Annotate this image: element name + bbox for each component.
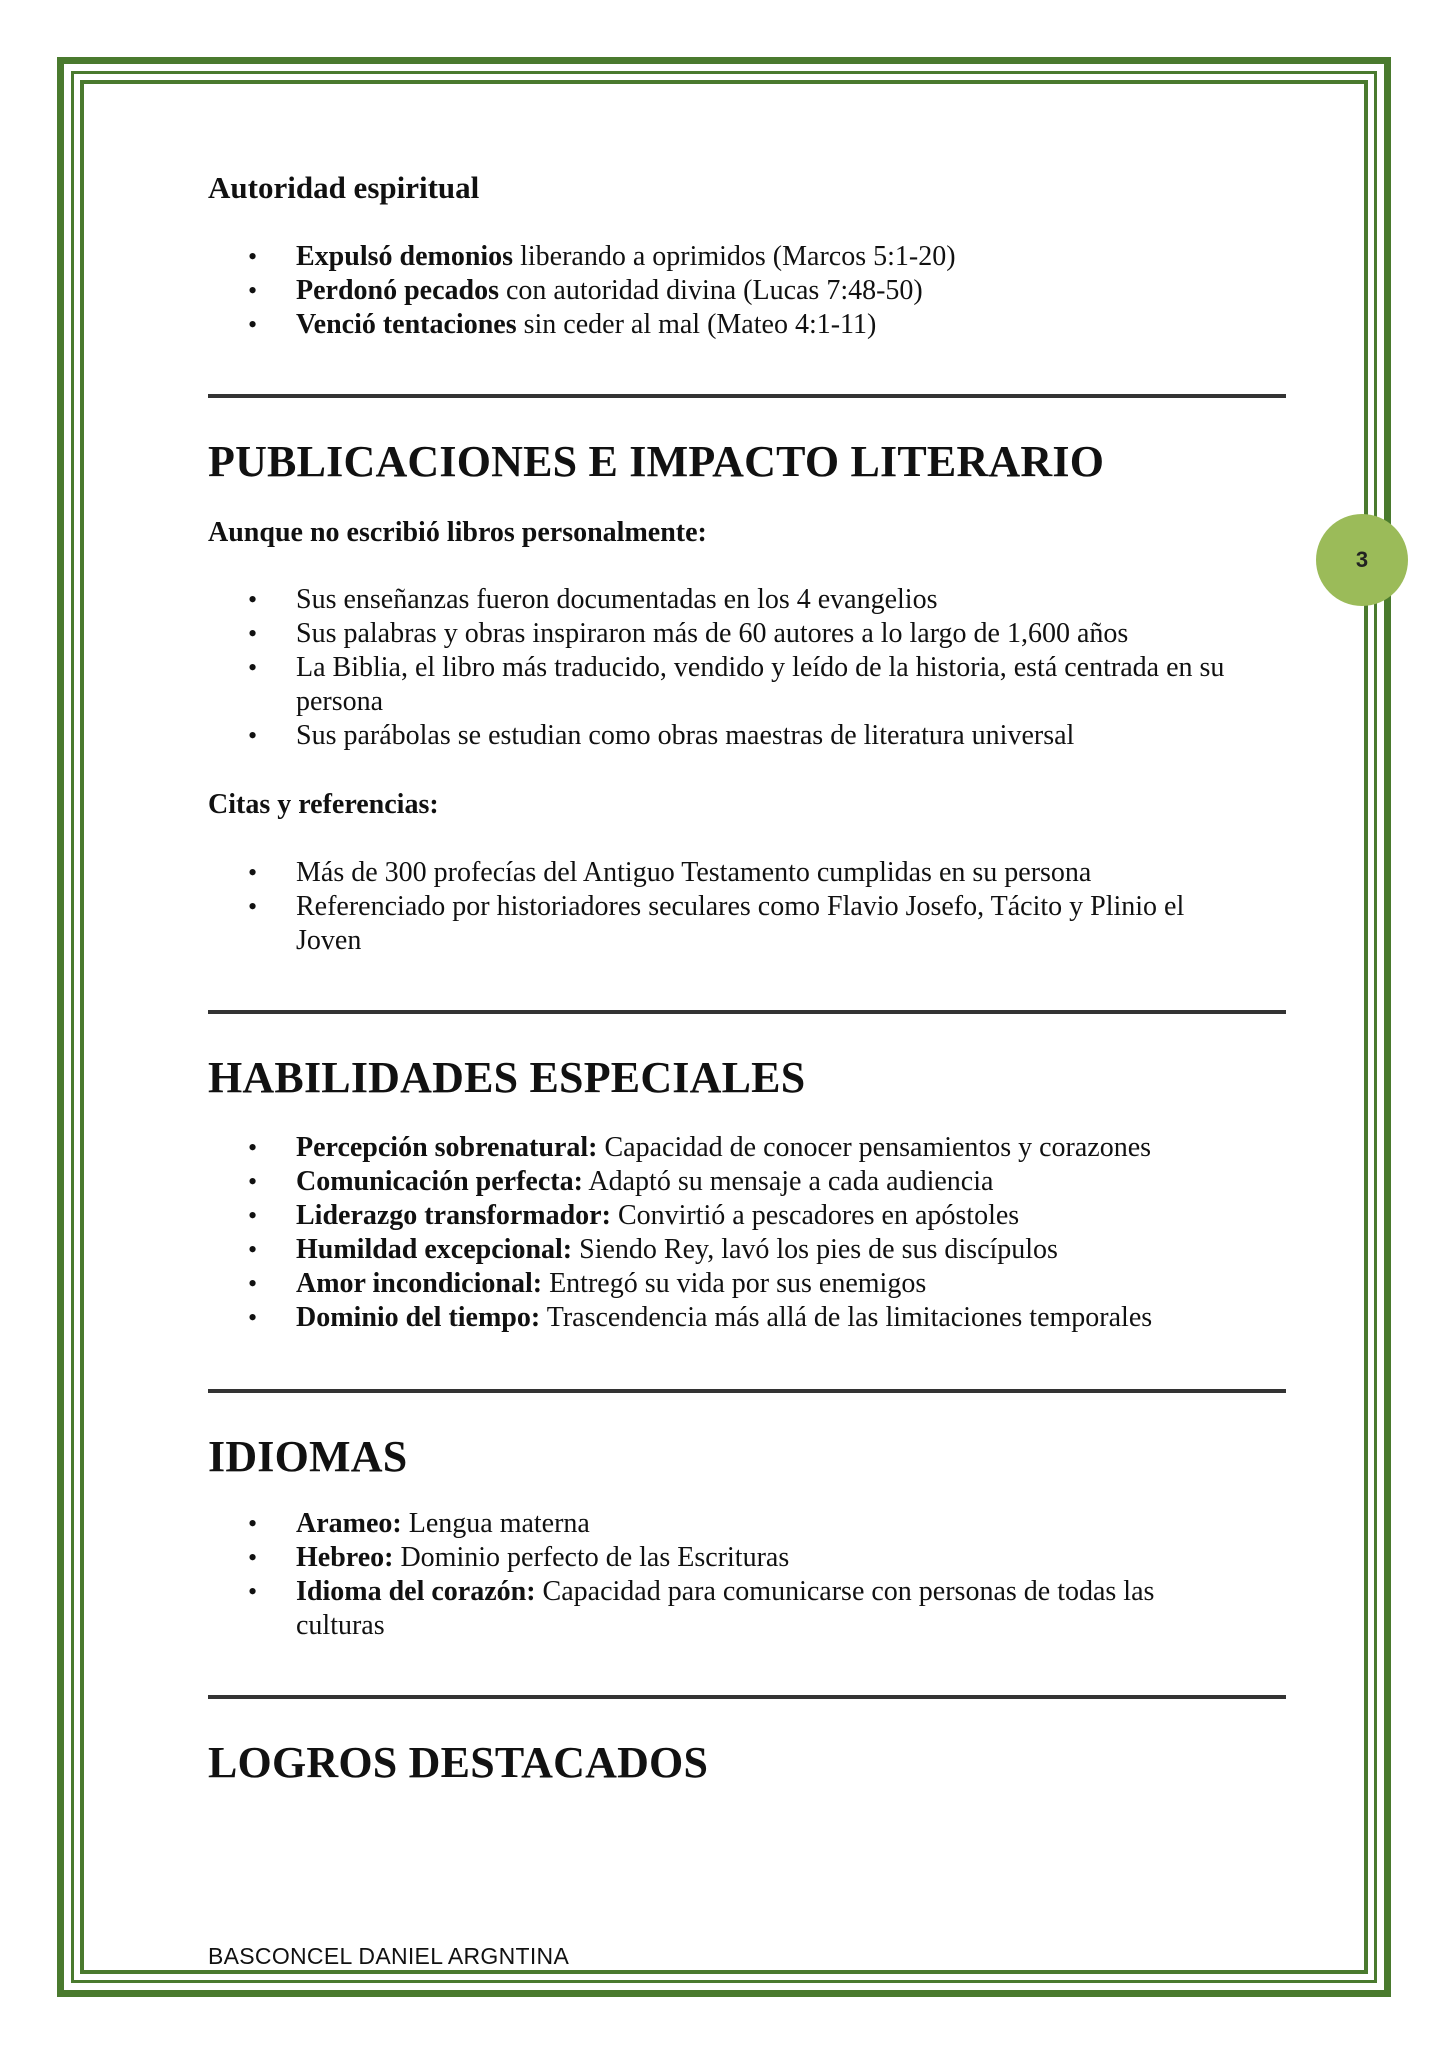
list-item: • Comunicación perfecta: Adaptó su mensaje a cada audiencia	[208, 1165, 1288, 1199]
list-item: • Más de 300 profecías del Antiguo Testamento cumplidas en su persona	[208, 856, 1288, 890]
page-number: 3	[1355, 547, 1369, 572]
list-item: • Hebreo: Dominio perfecto de las Escrituras	[208, 1541, 1288, 1575]
list-item: • Sus parábolas se estudian como obras maestras de literatura universal	[208, 719, 1288, 753]
spiritual-authority-title: Autoridad espiritual	[208, 170, 480, 205]
page-number-badge	[1316, 514, 1408, 606]
list-item: • Liderazgo transformador: Convirtió a pescadores en apóstoles	[208, 1199, 1288, 1233]
achievements-heading: LOGROS DESTACADOS	[208, 1738, 709, 1788]
list-item: • Sus palabras y obras inspiraron más de 60 autores a lo largo de 1,600 años	[208, 617, 1288, 651]
section-divider	[208, 1695, 1286, 1699]
list-item: • Dominio del tiempo: Trascendencia más allá de las limitaciones temporales	[208, 1301, 1288, 1335]
publications-list	[208, 583, 1288, 753]
list-item: • Humildad excepcional: Siendo Rey, lavó los pies de sus discípulos	[208, 1233, 1288, 1267]
skills-heading: HABILIDADES ESPECIALES	[208, 1052, 806, 1102]
document-body	[208, 168, 1288, 1790]
list-item: • Expulsó demonios liberando a oprimidos (Marcos 5:1-20)	[208, 240, 1288, 274]
publications-heading: PUBLICACIONES E IMPACTO LITERARIO	[208, 437, 1105, 487]
list-item: • Amor incondicional: Entregó su vida por sus enemigos	[208, 1267, 1288, 1301]
list-item: • Sus enseñanzas fueron documentadas en los 4 evangelios	[208, 583, 1288, 617]
list-item: • La Biblia, el libro más traducido, vendido y leído de la historia, está centrada en su persona	[208, 651, 1288, 719]
languages-list	[208, 1507, 1288, 1643]
list-item: • Referenciado por historiadores seculares como Flavio Josefo, Tácito y Plinio el Joven	[208, 890, 1288, 958]
document-footer: BASCONCEL DANIEL ARGNTINA	[208, 1943, 570, 1969]
list-item: • Venció tentaciones sin ceder al mal (Mateo 4:1-11)	[208, 308, 1288, 342]
section-divider	[208, 394, 1286, 398]
languages-heading: IDIOMAS	[208, 1431, 408, 1481]
skills-list	[208, 1131, 1288, 1335]
list-item: • Idioma del corazón: Capacidad para comunicarse con personas de todas las culturas	[208, 1575, 1288, 1643]
citations-list	[208, 856, 1288, 958]
citations-title: Citas y referencias:	[208, 789, 439, 821]
list-item: • Arameo: Lengua materna	[208, 1507, 1288, 1541]
section-divider	[208, 1010, 1286, 1014]
publications-intro: Aunque no escribió libros personalmente:	[208, 517, 707, 549]
list-item: • Perdonó pecados con autoridad divina (Lucas 7:48-50)	[208, 274, 1288, 308]
section-divider	[208, 1389, 1286, 1393]
list-item: • Percepción sobrenatural: Capacidad de conocer pensamientos y corazones	[208, 1131, 1288, 1165]
spiritual-authority-list	[208, 240, 1288, 342]
